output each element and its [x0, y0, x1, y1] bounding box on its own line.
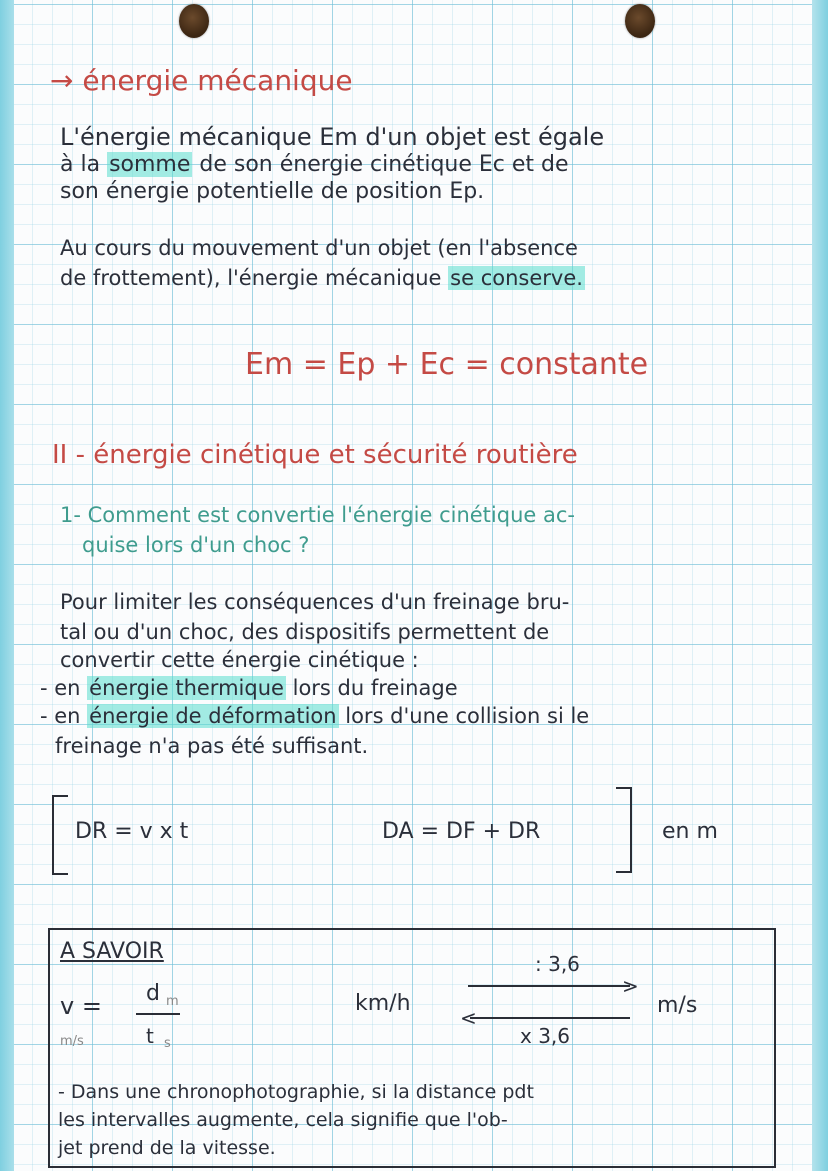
t-label: t [146, 1024, 154, 1048]
heading-section-2: II - énergie cinétique et sécurité routière [52, 440, 578, 470]
multiply-label: x 3,6 [520, 1024, 570, 1048]
v-unit: m/s [60, 1034, 84, 1049]
para-line2: tal ou d'un choc, des dispositifs permettent de [60, 620, 550, 644]
arrow-left-line [470, 1017, 630, 1019]
note-line3: jet prend de la vitesse. [58, 1137, 276, 1159]
kmh-label: km/h [355, 991, 411, 1016]
formula-energie-mecanique: Em = Ep + Ec = constante [245, 347, 649, 382]
ms-label: m/s [657, 993, 698, 1018]
v-equals: v = [60, 992, 102, 1020]
highlight-energie-thermique: énergie thermique [89, 676, 284, 700]
heading-energie-mecanique: → énergie mécanique [50, 64, 353, 97]
binder-hole-right [625, 4, 655, 38]
para2-line2: de frottement), l'énergie mécanique se conserve. [60, 266, 583, 290]
a-savoir-title: A SAVOIR [60, 939, 164, 964]
left-edge [0, 0, 14, 1171]
para-line3: convertir cette énergie cinétique : [60, 648, 419, 672]
para2-line1: Au cours du mouvement d'un objet (en l'absence [60, 236, 578, 260]
binder-hole-left [179, 4, 209, 38]
divide-label: : 3,6 [535, 952, 580, 976]
para-line1: Pour limiter les conséquences d'un freinage bru- [60, 590, 570, 614]
arrow-right-icon: > [622, 974, 639, 998]
bracket-right [616, 787, 632, 873]
bullet-deformation: - en énergie de déformation lors d'une collision si le [40, 704, 590, 728]
note-line1: - Dans une chronophotographie, si la distance pdt [58, 1081, 534, 1103]
question-line2: quise lors d'un choc ? [82, 533, 310, 557]
para1-line1: L'énergie mécanique Em d'un objet est égale [60, 123, 605, 151]
bullet-thermique: - en énergie thermique lors du freinage [40, 676, 458, 700]
formula-unit: en m [662, 819, 718, 844]
a-savoir-box [48, 928, 776, 1168]
bullet-deformation-line2: freinage n'a pas été suffisant. [55, 734, 369, 758]
t-unit: s [164, 1036, 171, 1051]
arrow-right-line [468, 985, 630, 987]
highlight-somme: somme [109, 152, 191, 177]
note-line2: les intervalles augmente, cela signifie que l'ob- [58, 1109, 508, 1131]
d-label: d [146, 981, 160, 1006]
right-edge [812, 0, 828, 1171]
para1-line3: son énergie potentielle de position Ep. [60, 179, 485, 204]
formula-dr: DR = v x t [75, 819, 189, 844]
formula-da: DA = DF + DR [382, 819, 541, 844]
para1-line2: à la somme de son énergie cinétique Ec et de [60, 152, 569, 177]
question-line1: 1- Comment est convertie l'énergie cinétique ac- [60, 503, 575, 527]
highlight-se-conserve: se conserve. [450, 266, 583, 290]
bracket-left [52, 795, 68, 875]
highlight-energie-deformation: énergie de déformation [89, 704, 337, 728]
fraction-bar [136, 1013, 180, 1015]
d-unit: m [166, 994, 179, 1009]
arrow-left-icon: < [460, 1006, 477, 1030]
